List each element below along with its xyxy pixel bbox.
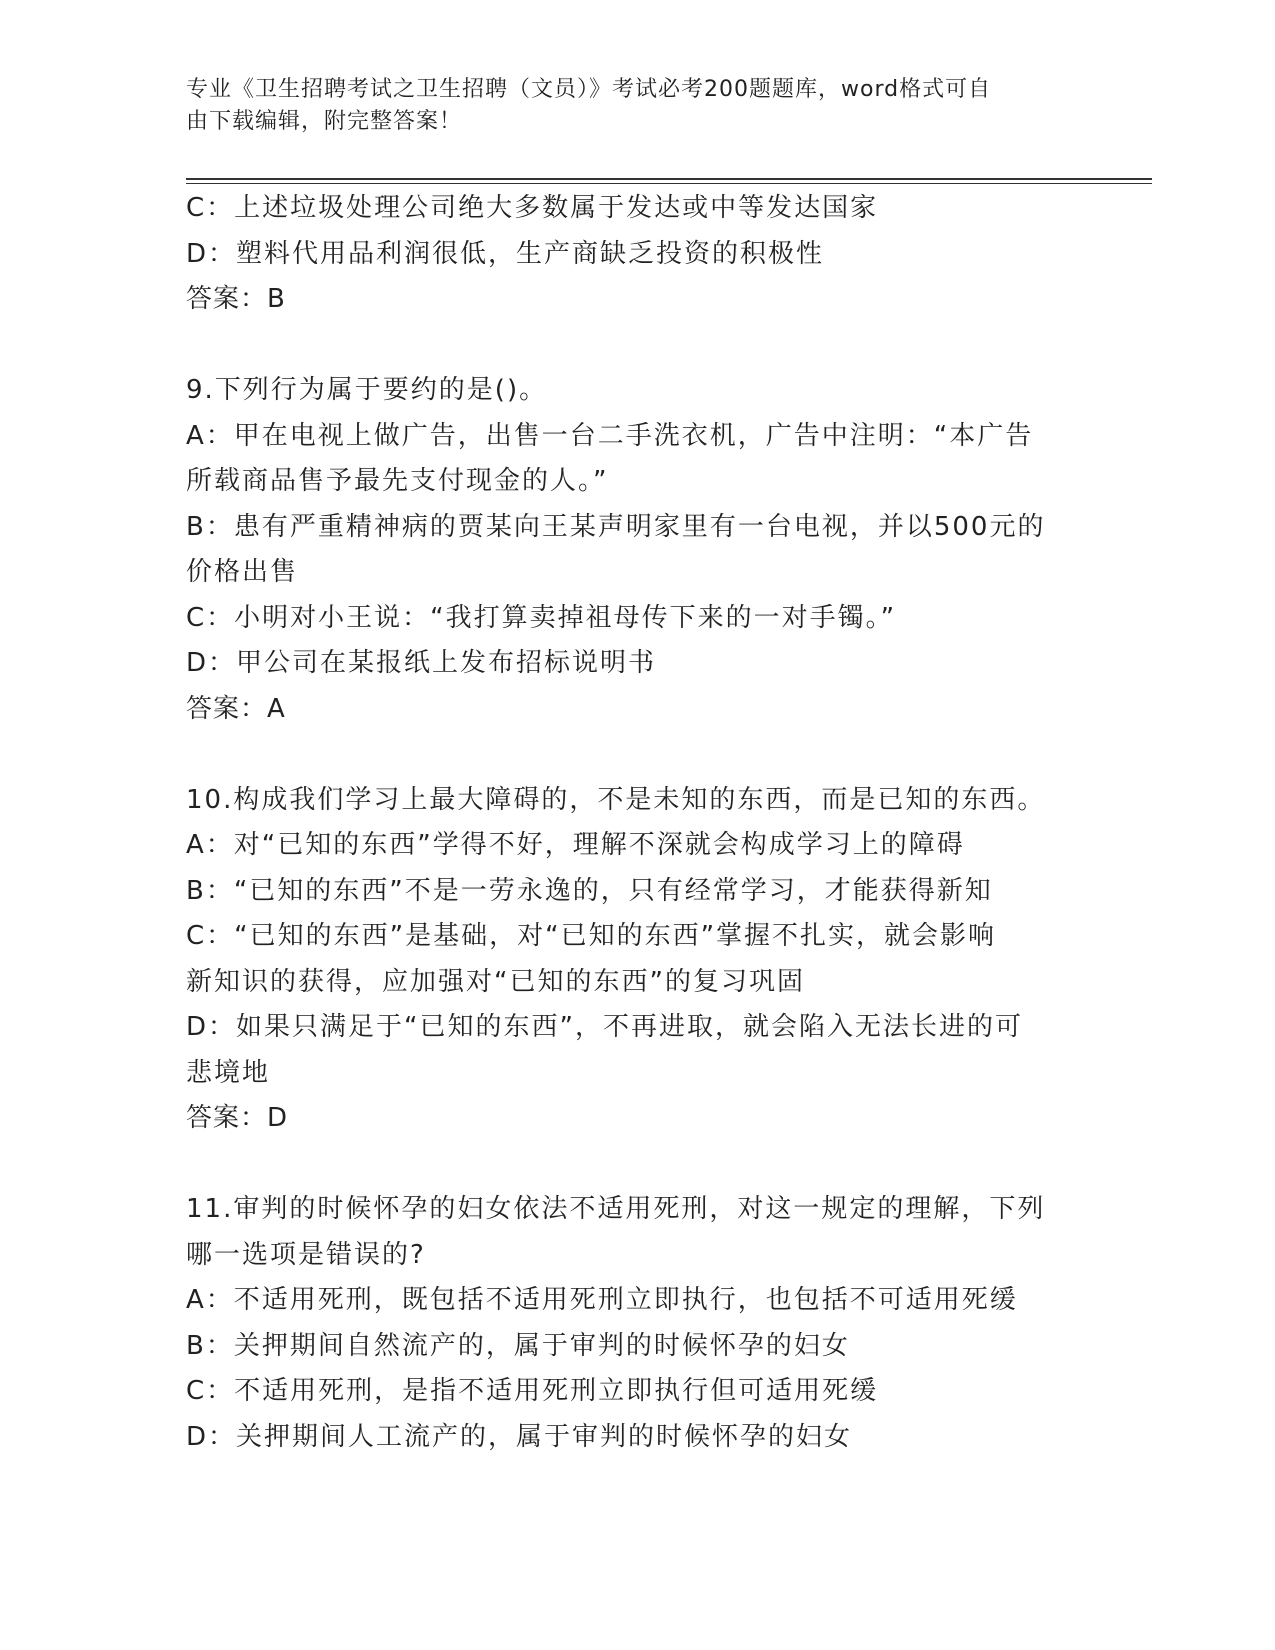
question-block-9 xyxy=(186,368,1066,732)
option-b-continued: 价格出售 xyxy=(186,557,299,587)
option-a: A：对“已知的东西”学得不好，理解不深就会构成学习上的障碍 xyxy=(186,830,965,860)
option-d: D：甲公司在某报纸上发布招标说明书 xyxy=(186,648,657,678)
option-d: D：关押期间人工流产的，属于审判的时候怀孕的妇女 xyxy=(186,1421,853,1452)
spacer xyxy=(186,1142,1066,1188)
question-list xyxy=(186,186,1066,1460)
option-a: A：甲在电视上做广告，出售一台二手洗衣机，广告中注明：“本广告 xyxy=(186,420,1034,451)
option-c: C：上述垃圾处理公司绝大多数属于发达或中等发达国家 xyxy=(186,193,879,223)
page-header xyxy=(186,74,1066,138)
option-b: B：关押期间自然流产的，属于审判的时候怀孕的妇女 xyxy=(186,1330,850,1361)
option-d: D：塑料代用品利润很低，生产商缺乏投资的积极性 xyxy=(186,238,825,269)
header-rule-thin xyxy=(186,183,1152,184)
spacer xyxy=(186,323,1066,369)
question-block-10 xyxy=(186,778,1066,1142)
question-block-continued xyxy=(186,186,1066,323)
question-text: 10.构成我们学习上最大障碍的，不是未知的东西，而是已知的东西。 xyxy=(186,784,1046,815)
question-text: 9.下列行为属于要约的是()。 xyxy=(186,375,548,405)
option-c: C：“已知的东西”是基础，对“已知的东西”掌握不扎实，就会影响 xyxy=(186,921,997,951)
question-text-continued: 哪一选项是错误的? xyxy=(186,1239,426,1270)
answer-line: 答案：A xyxy=(186,693,286,724)
header-line: 由下载编辑，附完整答案！ xyxy=(186,109,463,134)
option-b: B：“已知的东西”不是一劳永逸的，只有经常学习，才能获得新知 xyxy=(186,875,993,906)
header-rule xyxy=(186,178,1152,180)
option-c: C：小明对小王说：“我打算卖掉祖母传下来的一对手镯。” xyxy=(186,602,897,633)
option-d-continued: 悲境地 xyxy=(186,1057,271,1088)
option-c: C：不适用死刑，是指不适用死刑立即执行但可适用死缓 xyxy=(186,1376,879,1406)
spacer xyxy=(186,732,1066,778)
answer-line: 答案：B xyxy=(186,284,286,314)
option-b: B：患有严重精神病的贾某向王某声明家里有一台电视，并以500元的 xyxy=(186,511,1046,542)
option-a-continued: 所载商品售予最先支付现金的人。” xyxy=(186,466,609,496)
option-a: A：不适用死刑，既包括不适用死刑立即执行，也包括不可适用死缓 xyxy=(186,1285,1018,1315)
question-text: 11.审判的时候怀孕的妇女依法不适用死刑，对这一规定的理解，下列 xyxy=(186,1194,1046,1224)
option-c-continued: 新知识的获得，应加强对“已知的东西”的复习巩固 xyxy=(186,966,805,997)
header-line: 专业《卫生招聘考试之卫生招聘（文员）》考试必考200题题库，word格式可自 xyxy=(186,77,992,102)
question-block-11 xyxy=(186,1187,1066,1460)
option-d: D：如果只满足于“已知的东西”，不再进取，就会陷入无法长进的可 xyxy=(186,1012,1023,1042)
answer-line: 答案：D xyxy=(186,1103,289,1133)
